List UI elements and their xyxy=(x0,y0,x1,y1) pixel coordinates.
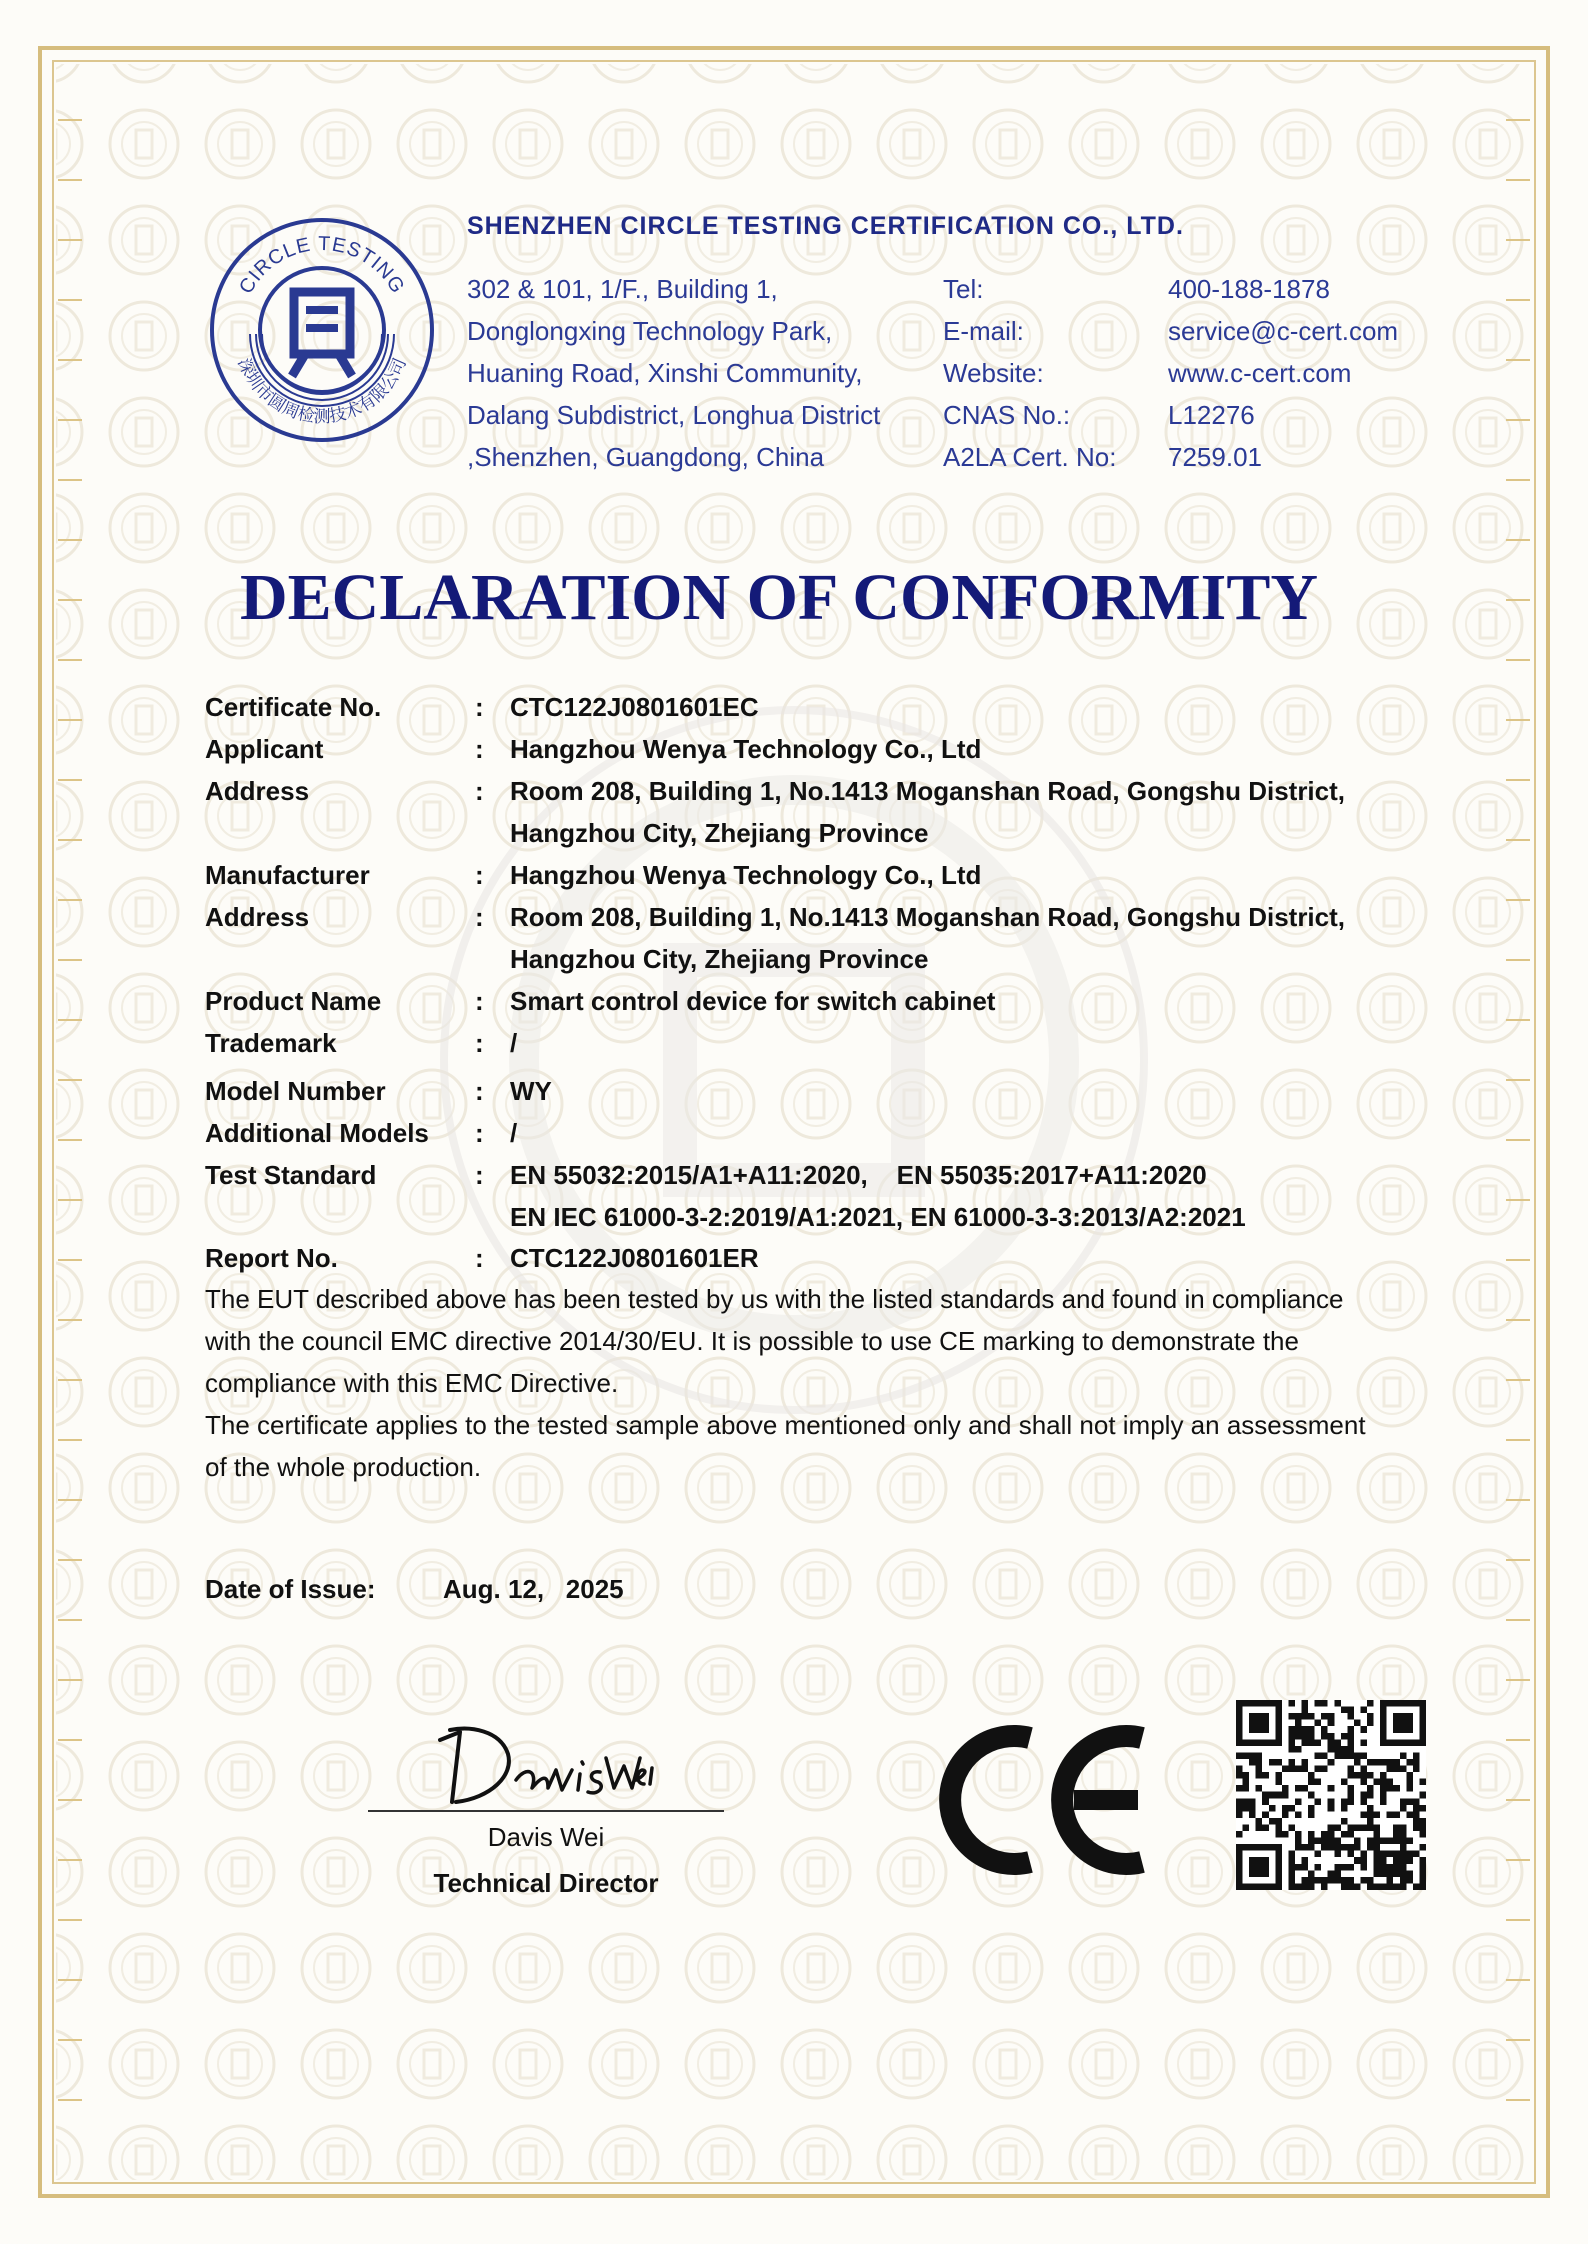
field-label: Address xyxy=(205,902,310,932)
additional-models-value: / xyxy=(510,1118,518,1148)
address-line: Huaning Road, Xinshi Community, xyxy=(467,358,863,388)
issuer-address xyxy=(467,268,880,478)
field-label: Model Number xyxy=(205,1076,386,1106)
date-of-issue-value: Aug. 12, 2025 xyxy=(443,1574,624,1604)
contact-email: service@c-cert.com xyxy=(1168,316,1399,346)
applicant-address-line: Room 208, Building 1, No.1413 Moganshan Road, Gongshu District, xyxy=(510,776,1345,806)
field-colon: : xyxy=(475,902,484,932)
contact-cnas: L12276 xyxy=(1168,400,1255,430)
address-line: 302 & 101, 1/F., Building 1, xyxy=(467,274,778,304)
contact-labels xyxy=(943,268,1116,478)
svg-text:深圳市圆周检测技术有限公司: 深圳市圆周检测技术有限公司 xyxy=(233,355,411,427)
field-label: Test Standard xyxy=(205,1160,377,1190)
field-label: Manufacturer xyxy=(205,860,370,890)
statement-line: of the whole production. xyxy=(205,1452,482,1482)
field-label: Additional Models xyxy=(205,1118,429,1148)
contact-values xyxy=(1168,268,1398,478)
field-label: Certificate No. xyxy=(205,692,382,722)
test-standard-line: EN IEC 61000-3-2:2019/A1:2021, EN 61000-3-3:2013/A2:2021 xyxy=(510,1202,1246,1232)
applicant-address-line: Hangzhou City, Zhejiang Province xyxy=(510,818,929,848)
signature-icon xyxy=(430,1718,660,1810)
test-standard-line: EN 55032:2015/A1+A11:2020, EN 55035:2017+A11:2020 xyxy=(510,1160,1207,1190)
applicant-value: Hangzhou Wenya Technology Co., Ltd xyxy=(510,734,982,764)
statement-line: compliance with this EMC Directive. xyxy=(205,1368,619,1398)
contact-label: Tel: xyxy=(943,274,984,304)
contact-website: www.c-cert.com xyxy=(1168,358,1352,388)
field-label: Report No. xyxy=(205,1243,338,1273)
certificate-number: CTC122J0801601EC xyxy=(510,692,759,722)
report-number: CTC122J0801601ER xyxy=(510,1243,759,1273)
field-colon: : xyxy=(475,734,484,764)
address-line: Dalang Subdistrict, Longhua District xyxy=(467,400,881,430)
contact-label: E-mail: xyxy=(943,316,1024,346)
field-colon: : xyxy=(475,1243,484,1273)
field-colon: : xyxy=(475,1118,484,1148)
field-colon: : xyxy=(475,776,484,806)
seal-icon xyxy=(208,216,436,444)
field-colon: : xyxy=(475,1076,484,1106)
address-line: Donglongxing Technology Park, xyxy=(467,316,833,346)
field-label: Trademark xyxy=(205,1028,337,1058)
contact-label: CNAS No.: xyxy=(943,400,1071,430)
field-label: Applicant xyxy=(205,734,324,764)
manufacturer-value: Hangzhou Wenya Technology Co., Ltd xyxy=(510,860,982,890)
signatory-role: Technical Director xyxy=(433,1868,659,1898)
field-label: Address xyxy=(205,776,310,806)
field-colon: : xyxy=(475,692,484,722)
field-colon: : xyxy=(475,1028,484,1058)
model-number-value: WY xyxy=(510,1076,552,1106)
document-title: DECLARATION OF CONFORMITY xyxy=(240,561,1319,634)
qr-code-icon xyxy=(1236,1700,1426,1890)
compliance-statement xyxy=(205,1278,1366,1488)
date-of-issue-label: Date of Issue: xyxy=(205,1574,376,1604)
contact-tel: 400-188-1878 xyxy=(1168,274,1330,304)
address-line: ,Shenzhen, Guangdong, China xyxy=(467,442,825,472)
signature-line xyxy=(368,1810,724,1812)
ce-mark-icon xyxy=(938,1724,1152,1876)
manufacturer-address-line: Room 208, Building 1, No.1413 Moganshan Road, Gongshu District, xyxy=(510,902,1345,932)
signatory-name: Davis Wei xyxy=(487,1822,605,1852)
field-colon: : xyxy=(475,986,484,1016)
contact-label: Website: xyxy=(943,358,1044,388)
contact-a2la: 7259.01 xyxy=(1168,442,1262,472)
statement-line: with the council EMC directive 2014/30/EU. It is possible to use CE marking to demonstrate the xyxy=(205,1326,1299,1356)
statement-line: The certificate applies to the tested sample above mentioned only and shall not imply an assessment xyxy=(205,1410,1366,1440)
field-colon: : xyxy=(475,860,484,890)
svg-text:CIRCLE TESTING: CIRCLE TESTING xyxy=(235,232,409,298)
field-label: Product Name xyxy=(205,986,382,1016)
trademark-value: / xyxy=(510,1028,518,1058)
issuer-company-name: SHENZHEN CIRCLE TESTING CERTIFICATION CO., LTD. xyxy=(467,212,1184,240)
product-name-value: Smart control device for switch cabinet xyxy=(510,986,996,1016)
manufacturer-address-line: Hangzhou City, Zhejiang Province xyxy=(510,944,929,974)
statement-line: The EUT described above has been tested by us with the listed standards and found in compliance xyxy=(205,1284,1344,1314)
contact-label: A2LA Cert. No: xyxy=(943,442,1117,472)
field-colon: : xyxy=(475,1160,484,1190)
